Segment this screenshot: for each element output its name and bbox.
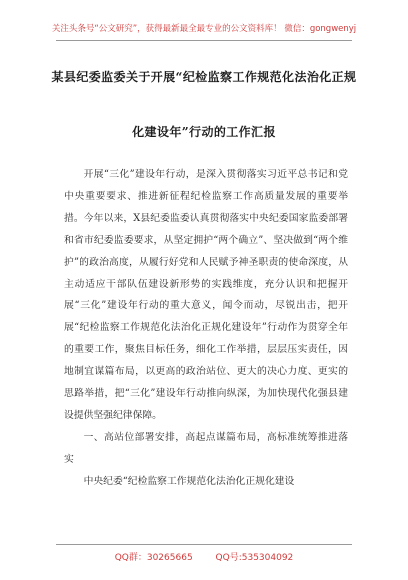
footer-divider xyxy=(56,544,352,545)
footer-contact: QQ群：30265665 QQ号:535304092 xyxy=(114,553,294,563)
header-divider xyxy=(56,40,352,41)
document-title-line-1: 某县纪委监委关于开展“纪检监察工作规范化法治化正规 xyxy=(51,70,357,84)
document-body xyxy=(64,164,348,493)
document-title-line-2: 化建设年”行动的工作汇报 xyxy=(132,125,276,139)
body-paragraph-section-1: 中央纪委“纪检监察工作规范化法治化正规化建设 xyxy=(83,475,295,487)
body-paragraph-intro: 开展“三化”建设年行动，是深入贯彻落实习近平总书记和党中央重要要求、推进新征程纪检监察工作高质量发展的重要举措。今年以来，X县纪委监委认真贯彻落实中央纪委国家监委部署和省市纪委监委要求，从坚定拥护“两个确立”、坚决做到“两个维护”的政治高度，从履行好党和人民赋予神圣职责的使命深度，从主动适应干部队伍建设新形势的实践维度，充分认识和把握开展“三化”建设年行动的重大意义，闻令而动，尽锐出击，把开展“纪检监察工作规范化法治化正规化建设年”行动作为贯穿全年的重要工作，聚焦目标任务，细化工作举措，层层压实责任，因地制宜谋篇布局，以更高的政治站位、更大的决心力度、更实的思路举措，把“三化”建设年行动推向纵深，为加快现代化强县建设提供坚强纪律保障。 xyxy=(64,169,348,421)
section-heading-1: 一、高站位部署安排，高起点谋篇布局，高标准统筹推进落实 xyxy=(64,431,348,465)
header-note: 关注头条号“公文研究”，获得最新最全最专业的公文资料库！ 微信：gongwenyj xyxy=(51,24,357,34)
